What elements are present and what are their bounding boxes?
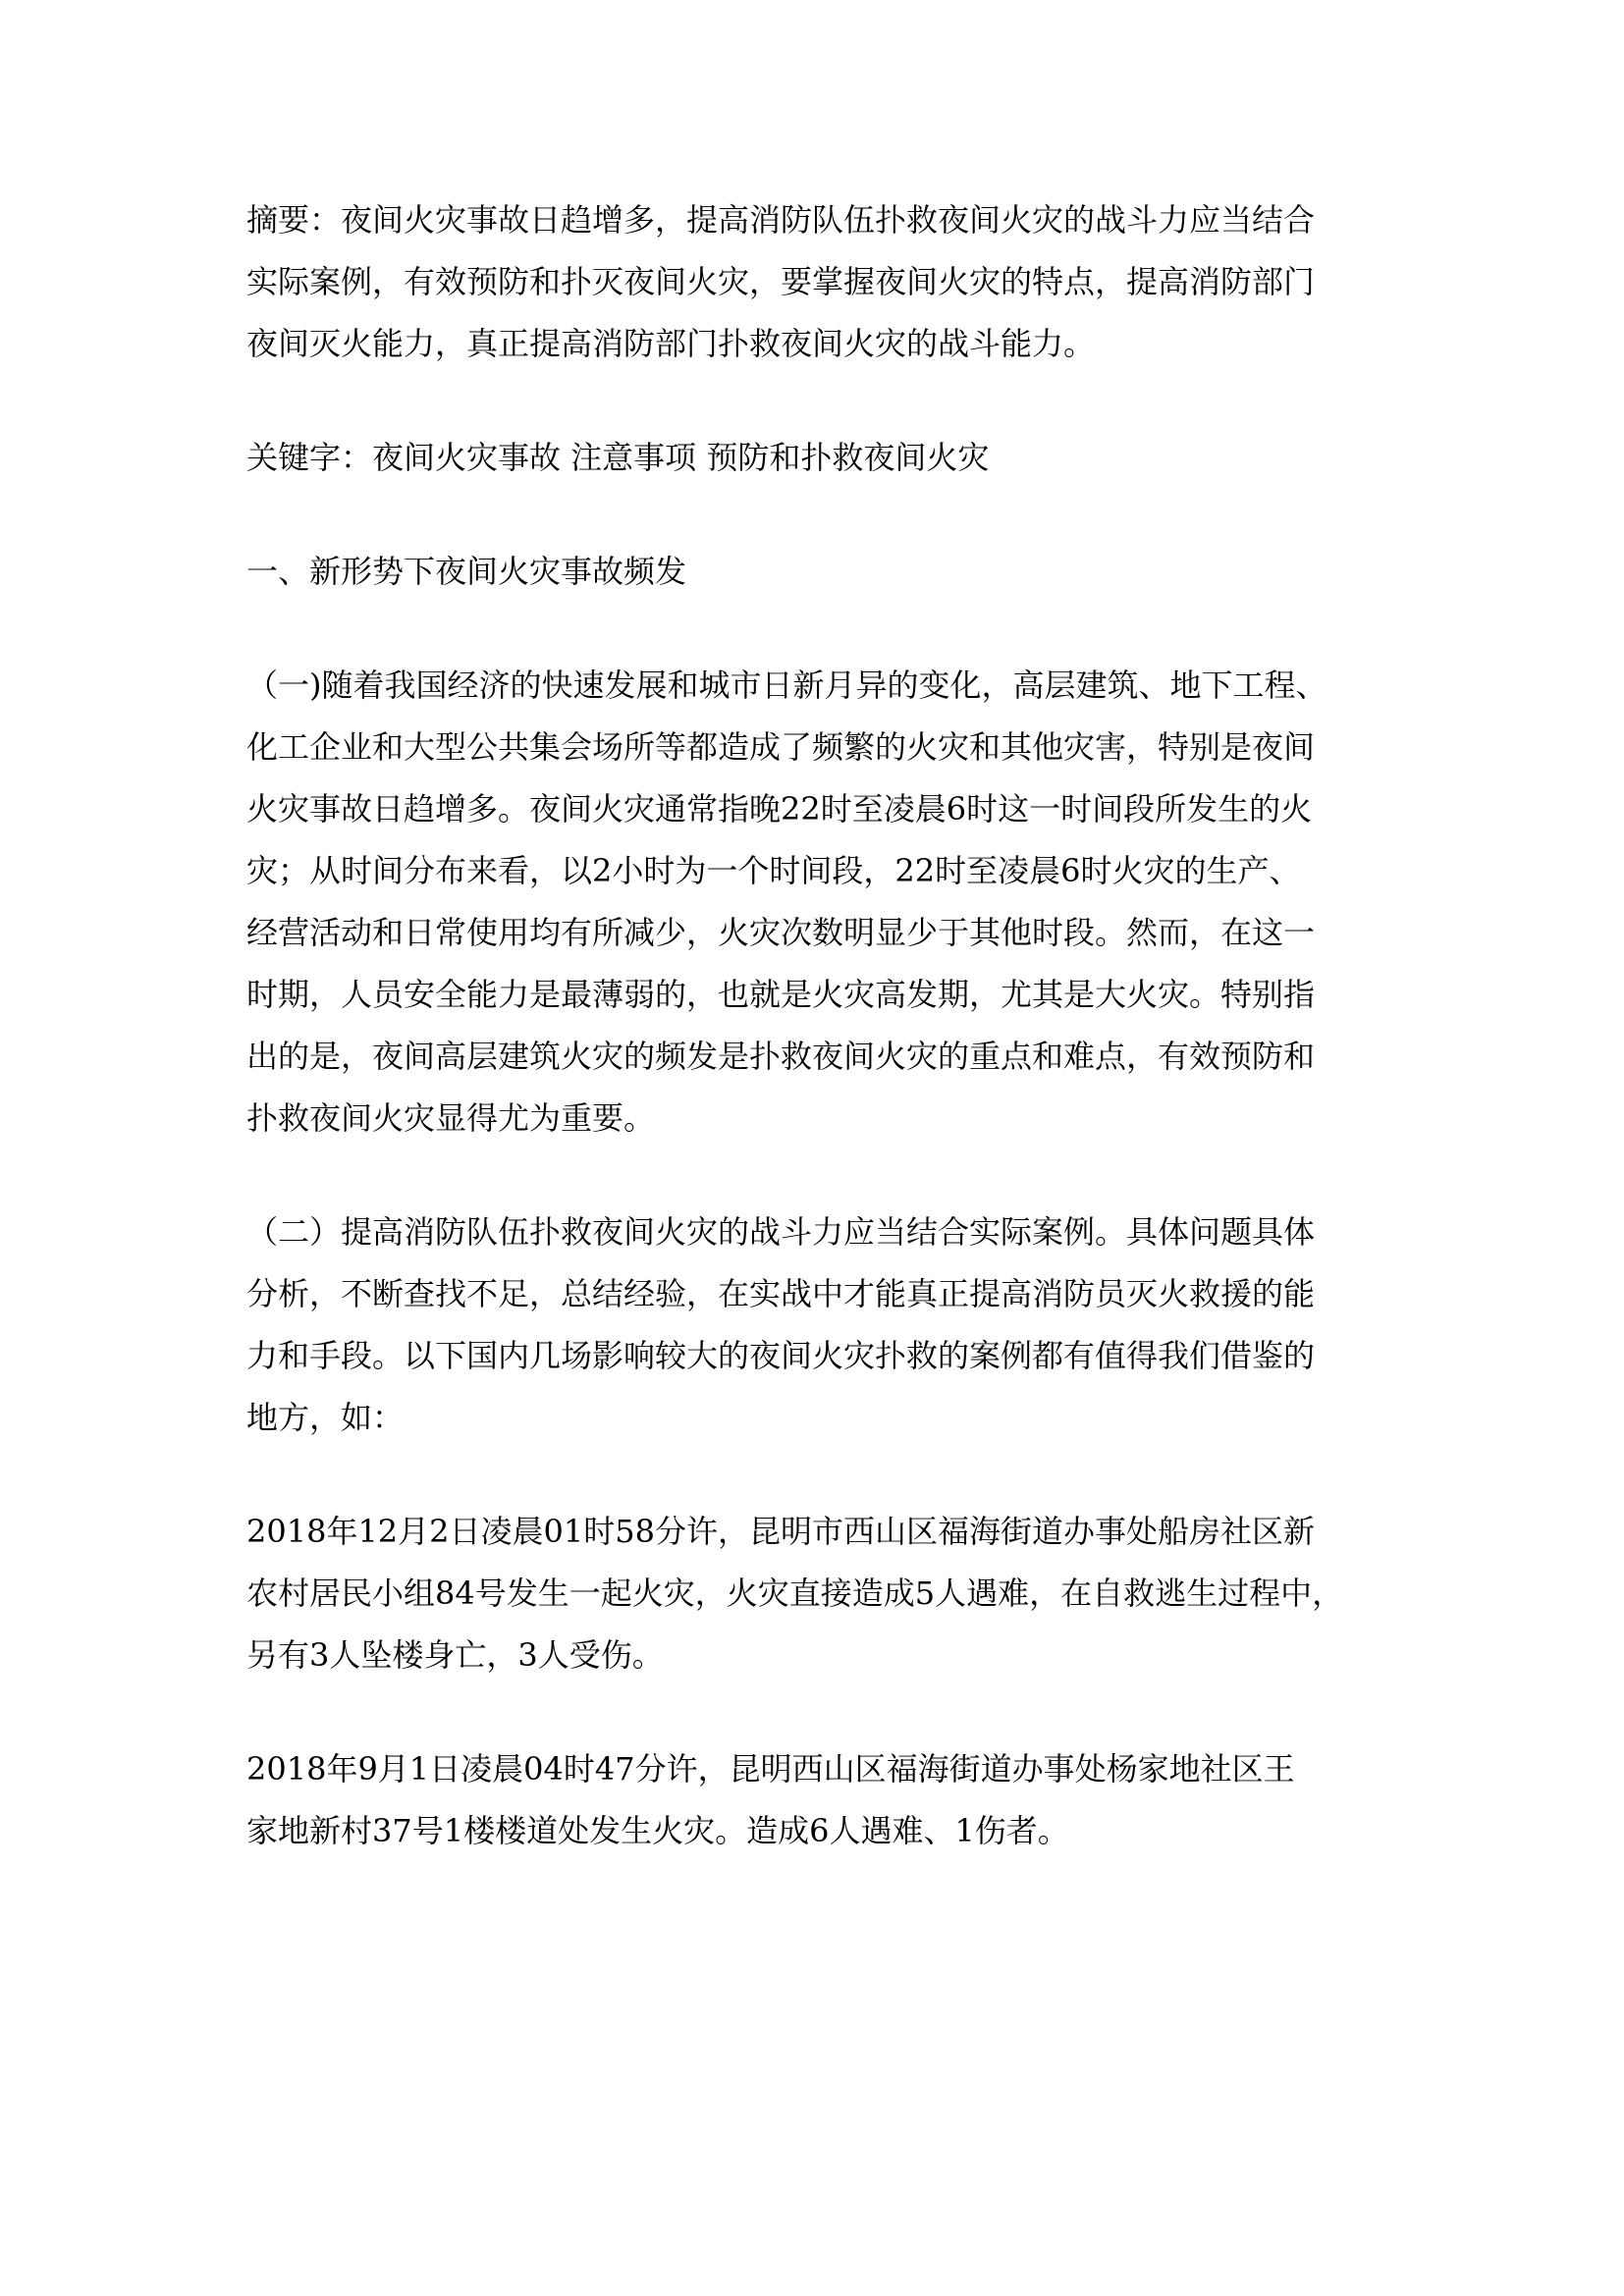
text-line: 时期，人员安全能力是最薄弱的，也就是火灾高发期，尤其是大火灾。特别指 bbox=[246, 976, 1316, 1013]
text-line: 出的是，夜间高层建筑火灾的频发是扑救夜间火灾的重点和难点，有效预防和 bbox=[246, 1038, 1316, 1075]
text-line: 夜间灭火能力，真正提高消防部门扑救夜间火灾的战斗能力。 bbox=[246, 325, 1096, 362]
text-line: （二）提高消防队伍扑救夜间火灾的战斗力应当结合实际案例。具体问题具体 bbox=[246, 1213, 1316, 1251]
text-line: 火灾事故日趋增多。夜间火灾通常指晚22时至凌晨6时这一时间段所发生的火 bbox=[246, 790, 1313, 828]
text-line: 化工企业和大型公共集会场所等都造成了频繁的火灾和其他灾害，特别是夜间 bbox=[246, 728, 1316, 766]
text-line: 农村居民小组84号发生一起火灾，火灾直接造成5人遇难，在自救逃生过程中， bbox=[246, 1575, 1344, 1612]
body-paragraph-2 bbox=[246, 1201, 1378, 1449]
text-line: 实际案例，有效预防和扑灭夜间火灾，要掌握夜间火灾的特点，提高消防部门 bbox=[246, 263, 1316, 300]
text-line: 经营活动和日常使用均有所减少，火灾次数明显少于其他时段。然而，在这一 bbox=[246, 914, 1316, 951]
case-paragraph-1 bbox=[246, 1501, 1378, 1686]
text-line: 灾；从时间分布来看，以2小时为一个时间段，22时至凌晨6时火灾的生产、 bbox=[246, 852, 1301, 889]
text-line: 2018年9月1日凌晨04时47分许，昆明西山区福海街道办事处杨家地社区王 bbox=[246, 1750, 1295, 1788]
text-line: 地方，如： bbox=[246, 1399, 405, 1436]
case-paragraph-2 bbox=[246, 1738, 1378, 1862]
text-line: 摘要：夜间火灾事故日趋增多，提高消防队伍扑救夜间火灾的战斗力应当结合 bbox=[246, 201, 1316, 239]
text-line: 一、新形势下夜间火灾事故频发 bbox=[246, 553, 687, 590]
text-line: 分析，不断查找不足，总结经验，在实战中才能真正提高消防员灭火救援的能 bbox=[246, 1275, 1316, 1312]
text-line: 另有3人坠楼身亡，3人受伤。 bbox=[246, 1636, 664, 1674]
keywords-paragraph bbox=[246, 427, 1378, 489]
text-line: 关键字：夜间火灾事故 注意事项 预防和扑救夜间火灾 bbox=[246, 439, 990, 476]
text-line: 力和手段。以下国内几场影响较大的夜间火灾扑救的案例都有值得我们借鉴的 bbox=[246, 1337, 1316, 1374]
body-paragraph-1 bbox=[246, 655, 1378, 1149]
abstract-paragraph bbox=[246, 189, 1378, 375]
text-line: 扑救夜间火灾显得尤为重要。 bbox=[246, 1099, 656, 1137]
section-heading bbox=[246, 541, 1378, 603]
text-line: 2018年12月2日凌晨01时58分许，昆明市西山区福海街道办事处船房社区新 bbox=[246, 1513, 1315, 1550]
text-line: （一)随着我国经济的快速发展和城市日新月异的变化，高层建筑、地下工程、 bbox=[246, 667, 1327, 704]
text-line: 家地新村37号1楼楼道处发生火灾。造成6人遇难、1伤者。 bbox=[246, 1812, 1069, 1849]
